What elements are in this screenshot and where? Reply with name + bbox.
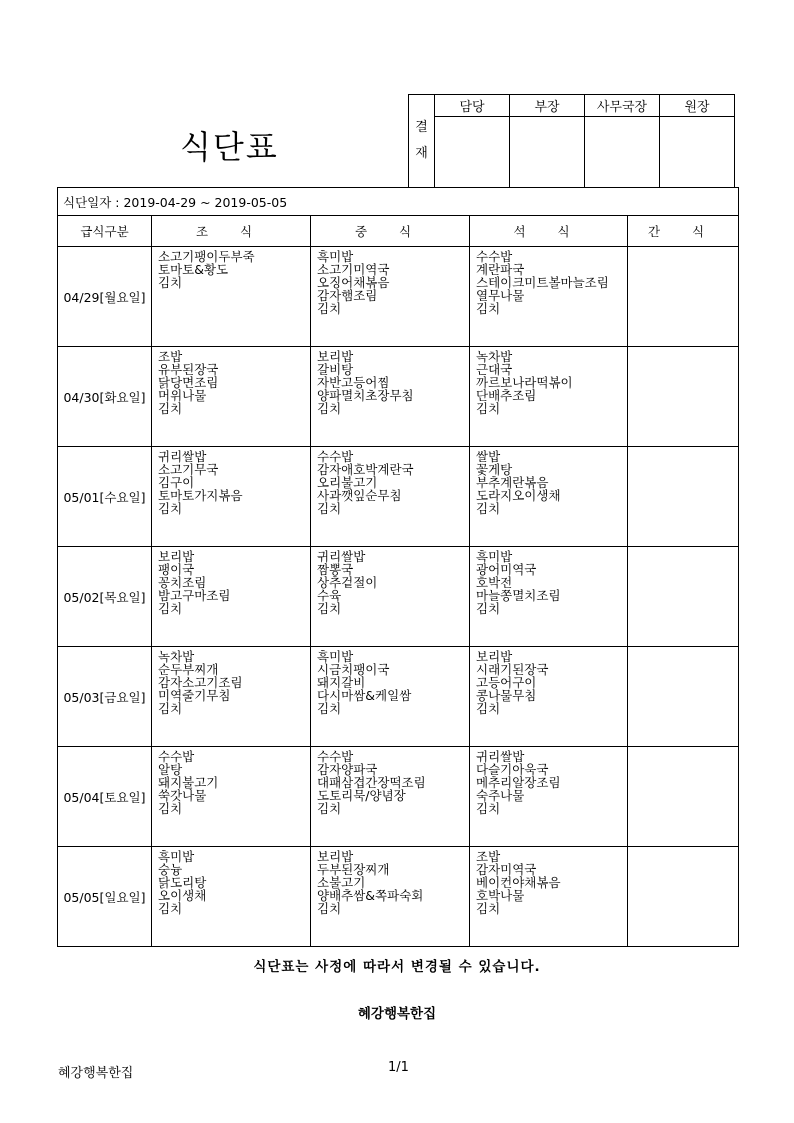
approval-sign-cell [435,117,510,188]
lunch-cell [311,847,470,947]
menu-item: 토마토가지볶음 [158,488,243,503]
menu-item: 고등어구이 [476,675,537,690]
menu-item: 호박전 [476,575,513,590]
dinner-cell [470,447,628,547]
menu-item: 수육 [317,588,342,603]
menu-item: 머위나물 [158,388,207,403]
menu-item: 소고기무국 [158,462,219,477]
menu-item: 부추계란볶음 [476,475,549,490]
menu-item: 마늘쫑멸치조림 [476,588,561,603]
menu-item: 감자애호박계란국 [317,462,414,477]
header-lunch: 중 식 [311,216,470,247]
approval-side-top: 결 [415,120,428,135]
menu-item: 자반고등어찜 [317,375,390,390]
menu-item: 김치 [476,601,501,616]
menu-item: 김치 [317,401,342,416]
menu-item: 계란파국 [476,262,525,277]
footer-organization: 혜강행복한집 [58,1066,134,1081]
menu-item: 김치 [158,701,183,716]
header-snack: 간 식 [628,216,739,247]
menu-item: 조밥 [158,349,183,364]
approval-side-bottom: 재 [415,146,428,161]
day-row [58,847,739,947]
menu-item: 밤고구마조림 [158,588,231,603]
menu-item: 흑미밥 [317,249,354,264]
menu-item: 김치 [317,701,342,716]
menu-item: 김치 [158,901,183,916]
day-row [58,447,739,547]
header-dinner: 석 식 [470,216,628,247]
dinner-cell [470,647,628,747]
menu-item: 짬뽕국 [317,562,354,577]
menu-item: 두부된장찌개 [317,862,390,877]
menu-item: 수수밥 [317,749,354,764]
page-title: 식단표 [180,128,279,166]
menu-item: 흑미밥 [158,849,195,864]
menu-item: 소불고기 [317,875,366,890]
menu-item: 수수밥 [158,749,195,764]
menu-item: 알탕 [158,762,183,777]
menu-item: 수수밥 [317,449,354,464]
day-date: 04/29[월요일] [58,247,152,347]
menu-item: 오징어채볶음 [317,275,390,290]
menu-item: 김치 [317,301,342,316]
lunch-cell [311,347,470,447]
menu-item: 소고기미역국 [317,262,390,277]
notice-text: 식단표는 사정에 따라서 변경될 수 있습니다. [253,959,541,975]
menu-item: 보리밥 [476,649,513,664]
breakfast-cell [152,347,311,447]
menu-item: 감자양파국 [317,762,378,777]
snack-cell [628,547,739,647]
menu-item: 김치 [476,401,501,416]
approval-role: 부장 [510,95,585,117]
menu-item: 김치 [158,801,183,816]
menu-item: 사과깻잎순무침 [317,488,402,503]
header-category: 급식구분 [58,216,152,247]
menu-item: 다시마쌈&케일쌈 [317,688,412,703]
menu-item: 닭당면조림 [158,375,219,390]
dinner-cell [470,747,628,847]
day-date: 05/04[토요일] [58,747,152,847]
lunch-cell [311,547,470,647]
day-row [58,547,739,647]
menu-item: 김치 [317,501,342,516]
dinner-cell [470,347,628,447]
menu-item: 김치 [317,601,342,616]
dinner-cell [470,247,628,347]
menu-item: 콩나물무침 [476,688,537,703]
menu-item: 돼지갈비 [317,675,366,690]
meal-table [57,187,739,947]
dinner-cell [470,547,628,647]
day-date: 05/03[금요일] [58,647,152,747]
snack-cell [628,747,739,847]
snack-cell [628,247,739,347]
menu-item: 시금치팽이국 [317,662,390,677]
menu-item: 수수밥 [476,249,513,264]
menu-item: 팽이국 [158,562,195,577]
menu-item: 김구이 [158,475,195,490]
menu-item: 숙주나물 [476,788,525,803]
menu-item: 흑미밥 [317,649,354,664]
menu-item: 보리밥 [317,849,354,864]
header-breakfast: 조 식 [152,216,311,247]
approval-role: 담당 [435,95,510,117]
snack-cell [628,847,739,947]
approval-sign-cell [510,117,585,188]
menu-item: 녹차밥 [476,349,513,364]
menu-item: 김치 [476,501,501,516]
menu-item: 미역줄기무침 [158,688,231,703]
approval-role: 원장 [660,95,735,117]
breakfast-cell [152,547,311,647]
menu-item: 감자햄조림 [317,288,378,303]
menu-item: 귀리쌀밥 [158,449,207,464]
menu-item: 녹차밥 [158,649,195,664]
approval-side-label [409,95,435,188]
day-row [58,747,739,847]
menu-item: 호박나물 [476,888,525,903]
approval-box [408,94,735,188]
menu-item: 스테이크미트볼마늘조림 [476,275,609,290]
approval-sign-cell [585,117,660,188]
day-row [58,247,739,347]
menu-item: 숭늉 [158,862,183,877]
menu-item: 도라지오이생채 [476,488,561,503]
menu-item: 김치 [158,275,183,290]
menu-item: 귀리쌀밥 [476,749,525,764]
menu-item: 흑미밥 [476,549,513,564]
breakfast-cell [152,447,311,547]
menu-item: 감자미역국 [476,862,537,877]
menu-item: 김치 [476,701,501,716]
approval-sign-cell [660,117,735,188]
menu-item: 상추겉절이 [317,575,378,590]
menu-item: 쑥갓나물 [158,788,207,803]
menu-item: 쌀밥 [476,449,501,464]
menu-item: 귀리쌀밥 [317,549,366,564]
menu-item: 광어미역국 [476,562,537,577]
day-date: 04/30[화요일] [58,347,152,447]
snack-cell [628,347,739,447]
menu-item: 김치 [317,901,342,916]
lunch-cell [311,447,470,547]
day-date: 05/01[수요일] [58,447,152,547]
menu-item: 보리밥 [317,349,354,364]
day-date: 05/02[목요일] [58,547,152,647]
menu-item: 토마토&황도 [158,262,229,277]
menu-item: 시래기된장국 [476,662,549,677]
day-date: 05/05[일요일] [58,847,152,947]
lunch-cell [311,747,470,847]
menu-item: 열무나물 [476,288,525,303]
lunch-cell [311,647,470,747]
menu-item: 근대국 [476,362,513,377]
menu-item: 베이컨야채볶음 [476,875,561,890]
menu-item: 순두부찌개 [158,662,219,677]
day-row [58,347,739,447]
menu-item: 오이생채 [158,888,207,903]
menu-item: 양배추쌈&쪽파숙회 [317,888,424,903]
menu-item: 김치 [158,501,183,516]
breakfast-cell [152,247,311,347]
meal-period: 식단일자 : 2019-04-29 ~ 2019-05-05 [58,188,739,216]
menu-item: 김치 [476,901,501,916]
menu-item: 꽃게탕 [476,462,513,477]
menu-item: 다슬기아욱국 [476,762,549,777]
day-row [58,647,739,747]
menu-item: 대패삼겹간장떡조림 [317,775,426,790]
menu-item: 조밥 [476,849,501,864]
menu-item: 단배추조림 [476,388,537,403]
menu-item: 오리불고기 [317,475,378,490]
menu-item: 보리밥 [158,549,195,564]
menu-item: 소고기팽이두부죽 [158,249,255,264]
menu-item: 메추리알장조림 [476,775,561,790]
menu-item: 김치 [158,601,183,616]
breakfast-cell [152,847,311,947]
menu-item: 김치 [476,801,501,816]
lunch-cell [311,247,470,347]
organization-name: 혜강행복한집 [357,1006,437,1022]
menu-item: 갈비탕 [317,362,354,377]
dinner-cell [470,847,628,947]
menu-item: 김치 [317,801,342,816]
breakfast-cell [152,647,311,747]
snack-cell [628,447,739,547]
menu-item: 양파멸치초장무침 [317,388,414,403]
approval-role: 사무국장 [585,95,660,117]
menu-item: 까르보나라떡볶이 [476,375,573,390]
snack-cell [628,647,739,747]
menu-item: 돼지불고기 [158,775,219,790]
menu-item: 김치 [158,401,183,416]
menu-item: 유부된장국 [158,362,219,377]
menu-item: 꽁치조림 [158,575,207,590]
menu-item: 김치 [476,301,501,316]
menu-item: 도토리묵/양념장 [317,788,406,803]
breakfast-cell [152,747,311,847]
menu-item: 닭도리탕 [158,875,207,890]
page-number: 1/1 [388,1060,409,1075]
menu-item: 감자소고기조림 [158,675,243,690]
